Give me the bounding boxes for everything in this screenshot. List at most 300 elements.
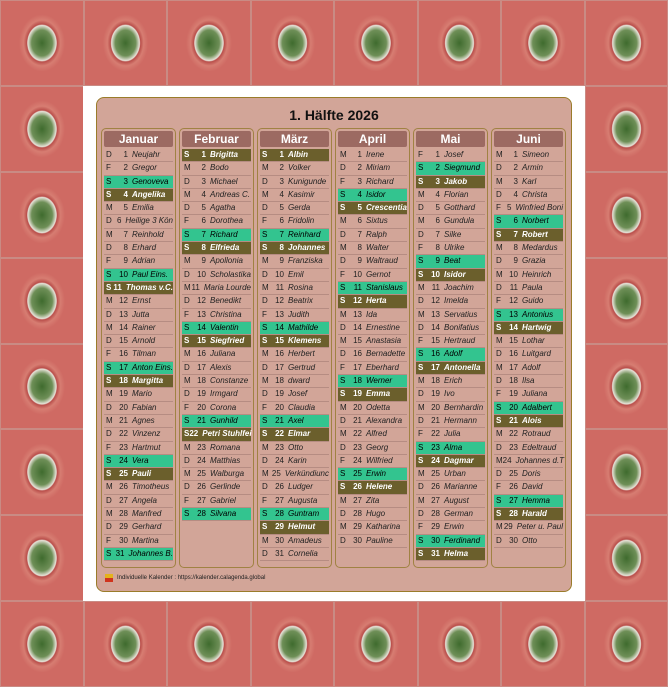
weekday-letter: D (418, 229, 424, 239)
day-row (416, 189, 485, 202)
weekday-letter: S (418, 362, 424, 372)
name-day: Heinrich (522, 269, 552, 279)
name-day: Stanislaus (366, 282, 403, 292)
day-number: 27 (119, 495, 128, 505)
name-day: Robert (522, 229, 548, 239)
name-day: Gundula (444, 216, 475, 226)
day-number: 3 (435, 176, 440, 186)
day-number: 16 (197, 349, 206, 359)
month-column (179, 128, 254, 568)
day-number: 9 (123, 256, 128, 266)
day-row (182, 495, 251, 508)
weekday-letter: F (496, 389, 501, 399)
weekday-letter: D (184, 482, 190, 492)
day-number: 29 (275, 522, 284, 532)
day-row (416, 481, 485, 494)
name-day: Margitta (132, 376, 164, 386)
day-row (260, 309, 329, 322)
weekday-letter: D (340, 163, 346, 173)
day-row (260, 149, 329, 162)
name-day: Angela (132, 495, 157, 505)
photo-tile (585, 429, 668, 515)
day-row (416, 455, 485, 468)
day-row (104, 388, 173, 401)
day-row (338, 402, 407, 415)
day-row (104, 242, 173, 255)
day-row (494, 176, 563, 189)
name-day: Hartwig (522, 322, 552, 332)
weekday-letter: M (262, 349, 269, 359)
day-row (338, 348, 407, 361)
name-day: Kunigunde (288, 176, 327, 186)
day-row (338, 295, 407, 308)
name-day: Amadeus (288, 535, 322, 545)
photo-tile (0, 172, 84, 258)
name-day: Wilfried (366, 455, 393, 465)
day-number: 13 (197, 309, 206, 319)
weekday-letter: M (106, 203, 113, 213)
name-day: Antonius (522, 309, 554, 319)
name-day: Medardus (522, 243, 558, 253)
day-number: 27 (197, 495, 206, 505)
weekday-letter: S (340, 189, 346, 199)
day-row (104, 521, 173, 534)
weekday-letter: D (496, 256, 502, 266)
day-row (416, 548, 485, 561)
name-day: Herta (366, 296, 387, 306)
weekday-letter: D (340, 415, 346, 425)
day-row (494, 508, 563, 521)
day-row (416, 495, 485, 508)
day-row (260, 229, 329, 242)
name-day: Werner (366, 376, 393, 386)
name-day: Crescentia (366, 203, 407, 213)
name-day: Pauline (366, 535, 393, 545)
day-row (260, 495, 329, 508)
name-day: Timotheus (132, 482, 170, 492)
name-day: Gerhard (132, 522, 162, 532)
weekday-letter: M (340, 336, 347, 346)
day-number: 18 (509, 376, 518, 386)
photo-tile (585, 344, 668, 430)
day-number: 5 (279, 203, 284, 213)
weekday-letter: D (496, 282, 502, 292)
day-number: 17 (431, 362, 440, 372)
day-number: 15 (431, 336, 440, 346)
day-row (338, 322, 407, 335)
name-day: Otto (288, 442, 304, 452)
day-number: 23 (119, 442, 128, 452)
weekday-letter: F (262, 495, 267, 505)
name-day: Heilige 3 Kön (125, 216, 173, 226)
footer-text[interactable]: Individuelle Kalender : https://kalender.calagenda.global (117, 575, 266, 581)
name-day: Christina (210, 309, 242, 319)
name-day: Doris (522, 469, 541, 479)
day-row (182, 388, 251, 401)
day-row (104, 415, 173, 428)
day-row (494, 521, 563, 534)
name-day: Georg (366, 442, 389, 452)
day-number: 19 (119, 389, 128, 399)
day-number: 1 (123, 150, 128, 159)
weekday-letter: M (106, 296, 113, 306)
weekday-letter: D (106, 522, 112, 532)
weekday-letter: D (184, 269, 190, 279)
name-day: Gregor (132, 163, 157, 173)
day-row (416, 202, 485, 215)
day-number: 6 (357, 216, 362, 226)
day-row (338, 269, 407, 282)
name-day: Rosina (288, 282, 313, 292)
weekday-letter: D (340, 256, 346, 266)
photo-tile (167, 601, 251, 687)
name-day: Hartmut (132, 442, 161, 452)
day-number: 8 (435, 243, 440, 253)
weekday-letter: D (262, 455, 268, 465)
day-number: 11 (191, 282, 200, 292)
weekday-letter: S (496, 402, 502, 412)
name-day: Corona (210, 402, 237, 412)
weekday-letter: D (262, 203, 268, 213)
day-number: 7 (279, 229, 284, 239)
name-day: Martina (132, 535, 159, 545)
name-day: Claudia (288, 402, 316, 412)
weekday-letter: S (262, 522, 268, 532)
weekday-letter: M (340, 429, 347, 439)
day-number: 28 (197, 509, 206, 519)
weekday-letter: S (340, 203, 346, 213)
name-day: Andreas C. (210, 189, 251, 199)
name-day: Angelika (132, 189, 166, 199)
day-number: 10 (509, 269, 518, 279)
weekday-letter: M (340, 309, 347, 319)
day-number: 15 (509, 336, 518, 346)
name-day: Thomas v.C. (125, 282, 173, 292)
day-row (182, 176, 251, 189)
name-day: Marianne (444, 482, 478, 492)
name-day: Petri Stuhlfei (202, 429, 252, 439)
day-row (338, 282, 407, 295)
day-row (338, 388, 407, 401)
day-row (182, 309, 251, 322)
day-row (494, 495, 563, 508)
day-number: 21 (509, 415, 518, 425)
day-row (338, 242, 407, 255)
day-row (260, 548, 329, 561)
weekday-letter: F (106, 535, 111, 545)
name-day: Gunhild (210, 415, 238, 425)
day-number: 12 (119, 296, 128, 306)
day-number: 24 (353, 455, 362, 465)
weekday-letter: M (496, 269, 503, 279)
day-number: 17 (353, 362, 362, 372)
name-day: Waltraud (366, 256, 398, 266)
day-number: 13 (509, 309, 518, 319)
day-row (416, 348, 485, 361)
weekday-letter: M (106, 322, 113, 332)
day-number: 24 (502, 455, 512, 465)
weekday-letter: M (496, 455, 503, 465)
name-day: Bernhardin (444, 402, 484, 412)
day-number: 28 (353, 509, 362, 519)
name-day: Elfrieda (210, 243, 240, 253)
day-row (416, 402, 485, 415)
photo-tile (334, 0, 418, 86)
day-row (338, 428, 407, 441)
day-row (104, 548, 173, 561)
name-day: Scholastika (210, 269, 251, 279)
calendar-title: 1. Hälfte 2026 (289, 107, 379, 123)
month-column (413, 128, 488, 568)
name-day: Isidor (366, 189, 386, 199)
name-day: Romana (210, 442, 241, 452)
photo-tile (84, 0, 168, 86)
day-row (260, 348, 329, 361)
name-day: Ida (366, 309, 378, 319)
day-row (494, 535, 563, 548)
photo-tile (585, 172, 668, 258)
day-number: 9 (357, 256, 362, 266)
day-row (494, 189, 563, 202)
weekday-letter: M (184, 189, 191, 199)
day-row (260, 402, 329, 415)
name-day: Alois (522, 415, 542, 425)
weekday-letter: S (106, 548, 112, 558)
day-row (338, 215, 407, 228)
day-row (182, 468, 251, 481)
day-number: 23 (197, 442, 206, 452)
name-day: Karl (522, 176, 537, 186)
day-row (416, 149, 485, 162)
weekday-letter: F (418, 429, 423, 439)
day-number: 28 (275, 509, 284, 519)
day-number: 15 (353, 336, 362, 346)
name-day: Ralph (366, 229, 387, 239)
weekday-letter: F (262, 402, 267, 412)
photo-tile (585, 515, 668, 601)
weekday-letter: S (106, 189, 112, 199)
weekday-letter: S (418, 176, 424, 186)
day-number: 3 (279, 176, 284, 186)
weekday-letter: M (262, 469, 269, 479)
photo-tile (0, 86, 84, 172)
day-row (182, 455, 251, 468)
weekday-letter: D (262, 296, 268, 306)
name-day: Franziska (288, 256, 323, 266)
day-row (104, 269, 173, 282)
day-number: 21 (353, 415, 362, 425)
day-number: 18 (431, 376, 440, 386)
name-day: David (522, 482, 543, 492)
day-row (260, 468, 329, 481)
day-number: 13 (119, 309, 128, 319)
day-row (494, 442, 563, 455)
weekday-letter: F (340, 362, 345, 372)
day-row (260, 295, 329, 308)
day-number: 25 (271, 469, 281, 479)
name-day: Reinhold (132, 229, 164, 239)
weekday-letter: F (340, 269, 345, 279)
day-number: 19 (197, 389, 206, 399)
month-header: Juni (494, 131, 563, 147)
day-row (182, 415, 251, 428)
day-number: 25 (431, 469, 440, 479)
weekday-letter: S (418, 548, 424, 558)
weekday-letter: S (262, 509, 268, 519)
name-day: Sixtus (366, 216, 388, 226)
weekday-letter: F (340, 455, 345, 465)
name-day: Adolf (444, 349, 463, 359)
weekday-letter: D (418, 415, 424, 425)
day-number: 8 (357, 243, 362, 253)
weekday-letter: F (496, 482, 501, 492)
weekday-letter: S (184, 229, 190, 239)
day-row (182, 508, 251, 521)
day-number: 5 (123, 203, 128, 213)
name-day: Armin (522, 163, 543, 173)
name-day: Alexandra (366, 415, 403, 425)
day-row (338, 229, 407, 242)
day-row (494, 375, 563, 388)
photo-tile (585, 86, 668, 172)
name-day: Bernadette (366, 349, 406, 359)
day-number: 26 (275, 482, 284, 492)
day-number: 4 (123, 189, 128, 199)
day-row (182, 295, 251, 308)
day-row (104, 455, 173, 468)
day-row (416, 521, 485, 534)
weekday-letter: S (496, 495, 502, 505)
day-number: 19 (275, 389, 284, 399)
weekday-letter: S (184, 429, 190, 439)
weekday-letter: S (496, 309, 502, 319)
name-day: Silvana (210, 509, 237, 519)
weekday-letter: M (340, 243, 347, 253)
day-row (182, 229, 251, 242)
day-number: 14 (509, 322, 518, 332)
weekday-letter: D (262, 482, 268, 492)
name-day: Otto (522, 535, 538, 545)
weekday-letter: M (106, 229, 113, 239)
day-row (416, 535, 485, 548)
name-day: Jakob (444, 176, 468, 186)
day-number: 22 (119, 429, 128, 439)
name-day: Urban (444, 469, 466, 479)
name-day: Siegfried (210, 336, 245, 346)
day-row (416, 375, 485, 388)
weekday-letter: S (106, 362, 112, 372)
day-number: 8 (123, 243, 128, 253)
day-row (260, 375, 329, 388)
day-number: 24 (431, 455, 440, 465)
name-day: Erhard (132, 243, 157, 253)
day-row (494, 282, 563, 295)
day-number: 2 (123, 163, 128, 173)
day-number: 14 (353, 322, 362, 332)
weekday-letter: S (418, 269, 424, 279)
name-day: Zita (366, 495, 380, 505)
month-column (257, 128, 332, 568)
day-row (338, 495, 407, 508)
day-number: 2 (201, 163, 206, 173)
day-row (416, 322, 485, 335)
weekday-letter: S (418, 256, 424, 266)
day-row (338, 149, 407, 162)
day-row (260, 455, 329, 468)
weekday-letter: S (106, 376, 112, 386)
weekday-letter: M (418, 282, 425, 292)
day-row (338, 255, 407, 268)
day-number: 20 (119, 402, 128, 412)
weekday-letter: S (418, 349, 424, 359)
name-day: Kasimir (288, 189, 315, 199)
day-number: 21 (275, 415, 284, 425)
day-number: 6 (279, 216, 284, 226)
day-number: 4 (279, 189, 284, 199)
day-number: 9 (435, 256, 440, 266)
weekday-letter: D (184, 362, 190, 372)
month-header: Januar (104, 131, 173, 147)
day-number: 21 (431, 415, 440, 425)
day-number: 20 (431, 402, 440, 412)
weekday-letter: M (262, 376, 269, 386)
weekday-letter: S (184, 322, 190, 332)
month-column (491, 128, 566, 568)
day-number: 24 (119, 455, 128, 465)
name-day: Emma (366, 389, 391, 399)
day-row (494, 402, 563, 415)
day-row (260, 269, 329, 282)
name-day: Matthias (210, 455, 241, 465)
weekday-letter: S (340, 389, 346, 399)
day-row (416, 362, 485, 375)
day-number: 10 (275, 269, 284, 279)
name-day: Ernestine (366, 322, 400, 332)
day-row (182, 348, 251, 361)
weekday-letter: F (106, 442, 111, 452)
photo-tile (0, 515, 84, 601)
weekday-letter: F (106, 349, 111, 359)
flag-icon (105, 574, 113, 582)
day-row (260, 202, 329, 215)
weekday-letter: M (496, 150, 503, 159)
day-row (104, 149, 173, 162)
weekday-letter: F (418, 243, 423, 253)
day-number: 28 (119, 509, 128, 519)
weekday-letter: M (418, 402, 425, 412)
photo-tile (501, 0, 585, 86)
day-row (494, 242, 563, 255)
day-row (338, 535, 407, 548)
name-day: Edeltraud (522, 442, 557, 452)
name-day: Mathilde (288, 322, 319, 332)
name-day: Elmar (288, 429, 311, 439)
day-row (104, 495, 173, 508)
weekday-letter: D (262, 362, 268, 372)
day-number: 2 (435, 163, 440, 173)
name-day: Maria Lourde (203, 282, 251, 292)
name-day: Norbert (522, 216, 549, 226)
day-number: 1 (513, 150, 518, 159)
weekday-letter: F (418, 150, 423, 159)
day-row (104, 468, 173, 481)
name-day: Gerlinde (210, 482, 241, 492)
weekday-letter: M (184, 442, 191, 452)
weekday-letter: M (418, 495, 425, 505)
day-row (260, 415, 329, 428)
weekday-letter: F (262, 309, 267, 319)
name-day: Emilia (132, 203, 154, 213)
